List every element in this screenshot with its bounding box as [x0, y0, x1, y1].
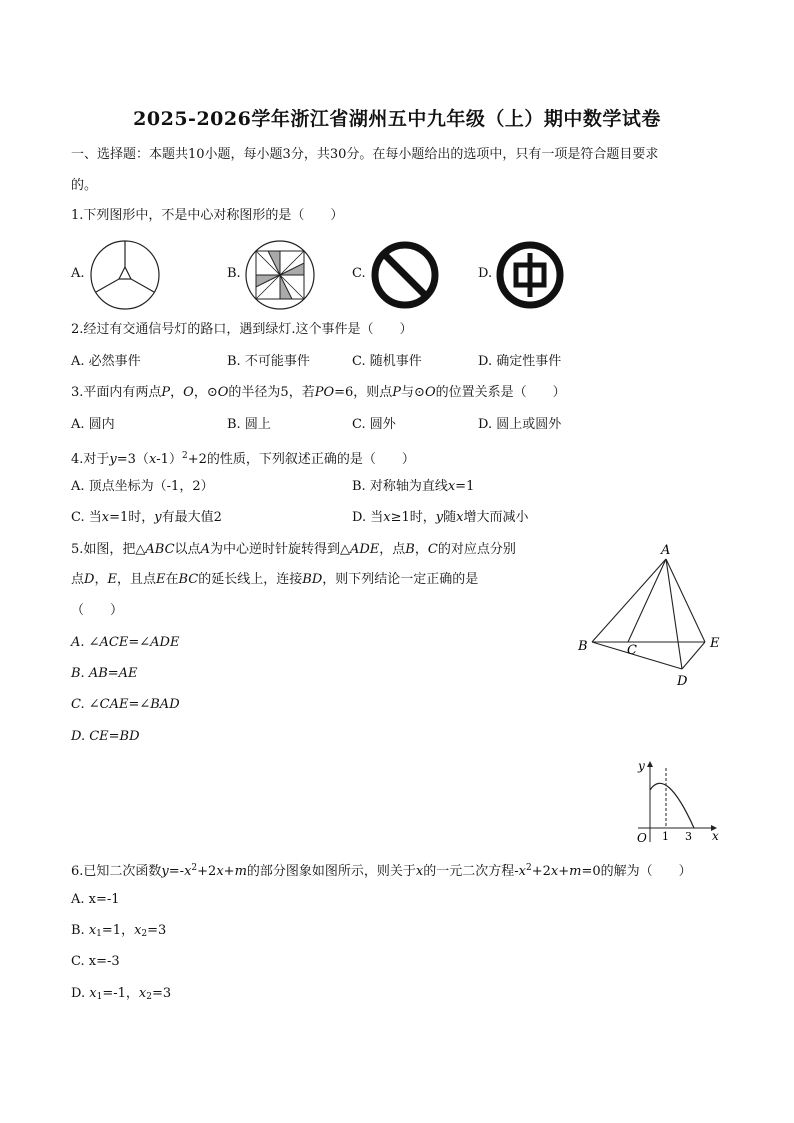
q5-option-c: C. ∠CAE=∠BAD: [71, 697, 180, 712]
q3-option-c: C. 圆外: [352, 417, 396, 432]
q4-option-c: C. 当x=1时，y有最大值2: [71, 510, 222, 525]
q4-option-a: A. 顶点坐标为（-1，2）: [71, 479, 214, 494]
q5-option-d: D. CE=BD: [71, 729, 140, 744]
q6-option-d: D. $x_1=-1$，$x_2=3$: [71, 986, 172, 1002]
tick-label-1: 1: [662, 830, 669, 843]
axis-y-label: y: [638, 759, 645, 773]
q1-stem: 1.下列图形中，不是中心对称图形的是（ ）: [71, 208, 344, 223]
q5-stem-line1: 5.如图，把△ABC以点A为中心逆时针旋转得到△ADE，点B，C的对应点分别: [71, 542, 516, 557]
q1-label-b: B.: [227, 266, 241, 281]
q1-figure-d: [492, 237, 568, 313]
q2-option-d: D. 确定性事件: [478, 354, 562, 369]
q6-parabola-graph: [628, 756, 728, 848]
q1-figure-a: [87, 237, 163, 313]
page-title: 2025-2026学年浙江省湖州五中九年级（上）期中数学试卷: [133, 108, 661, 130]
q2-option-b: B. 不可能事件: [227, 354, 310, 369]
q1-label-c: C.: [352, 266, 366, 281]
q5-paren: （ ）: [71, 603, 124, 618]
q1-figure-b: [242, 237, 318, 313]
fig-label-d: D: [677, 674, 688, 689]
fig-label-e: E: [710, 636, 720, 651]
q4-option-d: D. 当x≥1时，y随x增大而减小: [352, 510, 529, 525]
q6-option-a: A. x=-1: [71, 892, 120, 907]
q2-stem: 2.经过有交通信号灯的路口，遇到绿灯.这个事件是（ ）: [71, 322, 413, 337]
q3-option-d: D. 圆上或圆外: [478, 417, 562, 432]
q3-option-b: B. 圆上: [227, 417, 271, 432]
q1-figure-c: [367, 237, 443, 313]
q3-stem: 3.平面内有两点P，O，⊙O的半径为5，若PO=6，则点P与⊙O的位置关系是（ ）: [71, 385, 566, 400]
q1-label-a: A.: [71, 266, 85, 281]
fig-label-a: A: [661, 543, 671, 558]
fig-label-c: C: [627, 643, 637, 658]
q5-stem-line2: 点D，E，且点E在BC的延长线上，连接BD，则下列结论一定正确的是: [71, 572, 479, 587]
q6-stem: 6.已知二次函数$y=-x^2+2x+m$的部分图象如图所示，则关于x的一元二次方程$-x^2+2x+m=0$的解为（ ）: [71, 863, 692, 879]
axis-x-label: x: [712, 829, 719, 843]
q6-option-c: C. x=-3: [71, 954, 120, 969]
q1-label-d: D.: [478, 266, 493, 281]
q6-option-b: B. $x_1=1$，$x_2=3$: [71, 923, 167, 939]
origin-label: O: [637, 831, 647, 845]
section-header-line1: 一、选择题：本题共10小题，每小题3分，共30分。在每小题给出的选项中，只有一项是符合题目要求: [71, 147, 659, 162]
q5-option-a: A. ∠ACE=∠ADE: [71, 635, 180, 650]
tick-label-3: 3: [685, 830, 692, 843]
q2-option-a: A. 必然事件: [71, 354, 141, 369]
q5-triangle-figure: [570, 535, 730, 695]
q4-stem: 4.对于$y=3(x-1)^2+2$的性质，下列叙述正确的是（ ）: [71, 451, 415, 467]
q4-option-b: B. 对称轴为直线x=1: [352, 479, 475, 494]
q2-option-c: C. 随机事件: [352, 354, 422, 369]
fig-label-b: B: [578, 639, 588, 654]
section-header-line2: 的。: [71, 178, 98, 193]
q3-option-a: A. 圆内: [71, 417, 115, 432]
q5-option-b: B. AB=AE: [71, 666, 138, 681]
